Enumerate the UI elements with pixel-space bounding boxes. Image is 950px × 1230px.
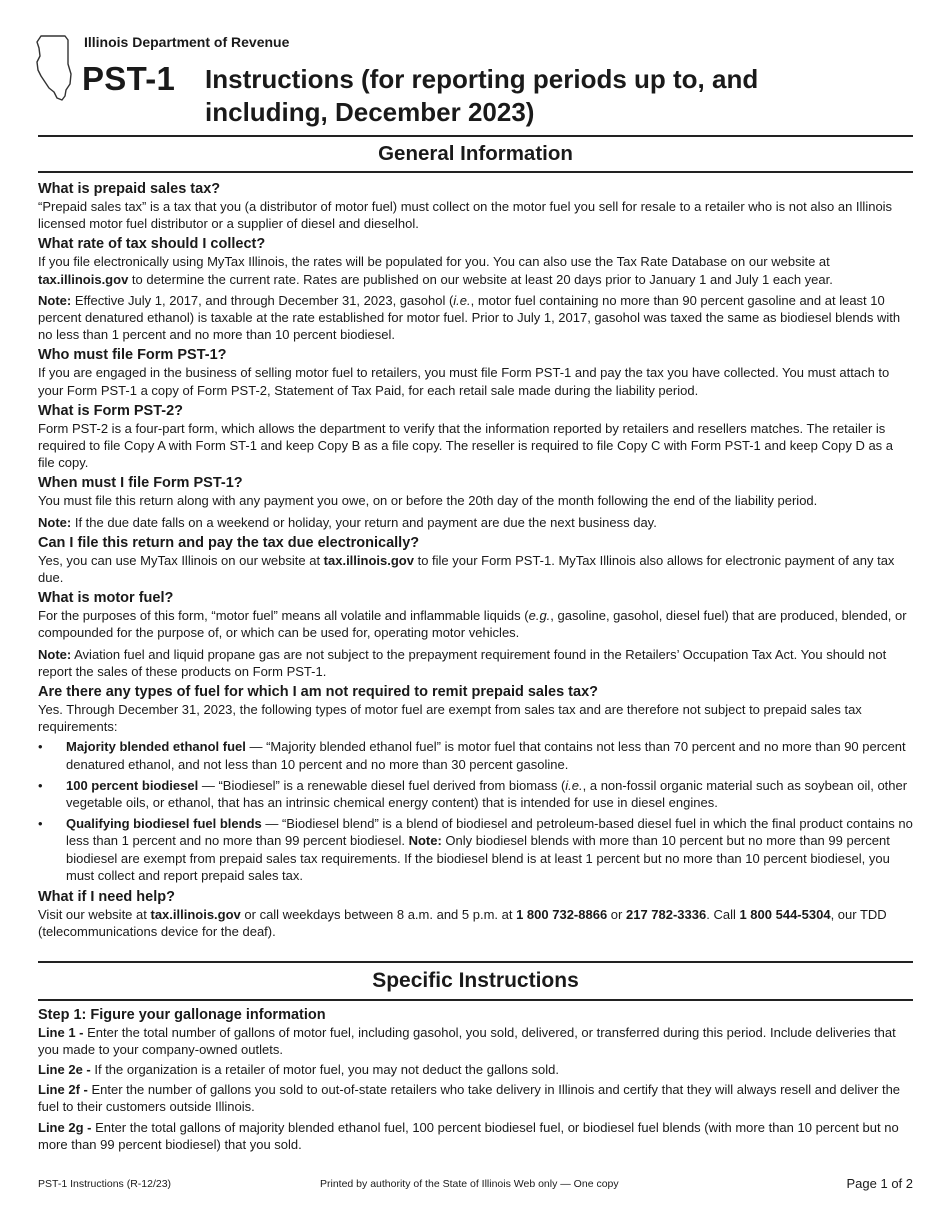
general-information [38, 180, 913, 941]
text-run: i.e. [453, 292, 471, 308]
answer-paragraph: You must file this return along with any payment you owe, on or before the 20th day of the month following the end of the liability period. [38, 493, 818, 509]
note-label: Note: [38, 292, 72, 308]
bullet-icon: • [38, 777, 43, 793]
text-run: For the purposes of this form, “motor fuel” means all volatile and inflammable liquids ( [38, 608, 529, 624]
answer-paragraph [38, 552, 913, 586]
specific-instructions [38, 1006, 913, 1153]
text-run: i.e. [565, 777, 583, 793]
text-run: to file your Form PST-1. MyTax Illinois also allows for electronic payment of any tax due. [38, 552, 895, 586]
list-item-label: Qualifying biodiesel fuel blends [66, 816, 262, 832]
form-revision: PST-1 Instructions (R-12/23) [38, 1178, 172, 1190]
question-heading: Are there any types of fuel for which I am not required to remit prepaid sales tax? [38, 684, 598, 701]
question-heading: What rate of tax should I collect? [38, 236, 266, 253]
answer-paragraph [38, 906, 913, 940]
illinois-state-outline-icon [35, 34, 75, 102]
text-run: If the organization is a retailer of motor fuel, you may not deduct the gallons sold. [90, 1061, 560, 1077]
section-heading-specific: Specific Instructions [38, 961, 913, 1001]
text-run: Yes, you can use MyTax Illinois on our website at [38, 552, 324, 568]
text-run: , gasoline, gasohol, diesel fuel) that are produced, blended, or compounded for the purpose of, or which can be used for, operating motor vehicles. [38, 608, 907, 641]
bullet-icon: • [38, 739, 43, 755]
question-heading: Can I file this return and pay the tax due electronically? [38, 534, 420, 551]
answer-paragraph: Yes. Through December 31, 2023, the following types of motor fuel are exempt from sales tax and are therefore not subject to prepaid sales tax requirements: [38, 702, 862, 735]
text-run: Visit our website at [38, 907, 151, 923]
text-run: — “Biodiesel” is a renewable diesel fuel derived from biomass ( [198, 777, 566, 793]
line-instruction [38, 1061, 913, 1078]
line-label: Line 2f - [38, 1082, 88, 1098]
website-link-text: tax.illinois.gov [150, 907, 241, 923]
section-heading-general: General Information [38, 135, 913, 173]
list-item-label: Majority blended ethanol fuel [66, 739, 246, 755]
line-instruction [38, 1081, 913, 1115]
text-run: Only biodiesel blends with more than 10 percent but no more than 99 percent biodiesel are exempt from prepaid sales tax requirements. If the biodiesel blend is at least 1 percent but no more than 10 percent biodiesel, you must collect and report prepaid sales tax. [66, 833, 890, 883]
text-run: — “Majority blended ethanol fuel” is motor fuel that contains not less than 70 percent and no more than 90 percent denatured ethanol, and not less than 10 percent and no more than 30 percent gasoline. [66, 739, 906, 772]
question-heading: What is motor fuel? [38, 590, 174, 607]
document-title: Instructions (for reporting periods up to, and including, December 2023) [205, 64, 759, 127]
document-page [38, 0, 913, 1153]
website-link-text: tax.illinois.gov [323, 552, 414, 568]
printing-authority: Printed by authority of the State of Illinois Web only — One copy [320, 1178, 619, 1190]
phone-number: 1 800 732-8866 [516, 907, 608, 923]
line-label: Line 1 - [38, 1024, 84, 1040]
text-run: If you file electronically using MyTax Illinois, the rates will be populated for you. You can also use the Tax Rate Database on our website at [38, 254, 830, 270]
question-heading: When must I file Form PST-1? [38, 475, 243, 492]
note-label: Note: [408, 833, 442, 849]
text-run: . Call [706, 907, 740, 923]
step-heading: Step 1: Figure your gallonage information [38, 1006, 326, 1023]
answer-paragraph: “Prepaid sales tax” is a tax that you (a distributor of motor fuel) must collect on the motor fuel you sell for resale to a retailer who is not also an Illinois licensed motor fuel distributor or a supplier of diesel and dieselhol. [38, 199, 893, 232]
bullet-icon: • [38, 816, 43, 832]
text-run: to determine the current rate. Rates are published on our website at least 20 days prior to January 1 and July 1 each year. [128, 271, 833, 287]
answer-paragraph [38, 253, 913, 287]
document-header [38, 0, 913, 128]
text-run: — “Biodiesel blend” is a blend of biodiesel and petroleum-based diesel fuel in which the final product contains no less than 1 percent and no more than 99 percent biodiesel. [66, 816, 913, 849]
website-link-text: tax.illinois.gov [38, 271, 129, 287]
line-instruction [38, 1024, 913, 1058]
text-run: or call weekdays between 8 a.m. and 5 p.m. at [240, 907, 517, 923]
note-label: Note: [38, 646, 72, 662]
form-id: PST-1 [82, 60, 176, 97]
note-paragraph [38, 514, 913, 531]
answer-paragraph: Form PST-2 is a four-part form, which allows the department to verify that the information reported by retailers and resellers matches. The retailer is required to file Copy A with Form ST-1 and keep Copy B as a file copy. The reseller is required to file Copy C with Form PST-1 and keep Copy D as a file copy. [38, 420, 894, 471]
answer-paragraph [38, 607, 913, 641]
question-heading: Who must file Form PST-1? [38, 347, 227, 364]
text-run: , our TDD (telecommunications device for the deaf). [38, 907, 887, 940]
text-run: If the due date falls on a weekend or holiday, your return and payment are due the next business day. [71, 514, 657, 530]
tdd-phone-number: 1 800 544-5304 [739, 907, 831, 923]
agency-name: Illinois Department of Revenue [84, 34, 290, 50]
line-label: Line 2g - [38, 1119, 92, 1135]
list-item [38, 777, 913, 811]
text-run: , motor fuel containing no more than 90 percent gasoline and at least 10 percent denatured ethanol) is taxable at the rate established for motor fuel. Prior to July 1, 2017, gasohol was taxed the same as biodiesel blends with no less than 1 percent and no more than 10 percent biodiesel. [38, 292, 901, 343]
text-run: , a non-fossil organic material such as soybean oil, other vegetable oils, or ethanol, that has an intrinsic chemical energy content) that is intended for use in diesel engines. [66, 777, 908, 811]
exempt-fuel-list [38, 738, 913, 884]
text-run: Aviation fuel and liquid propane gas are not subject to the prepayment requirement found in the Retailers’ Occupation Tax Act. You should not report the sales of these products on Form PST-1. [38, 646, 887, 679]
list-item [38, 815, 913, 884]
text-run: or [607, 907, 626, 923]
text-run: Enter the total number of gallons of motor fuel, including gasohol, you sold, delivered, or transferred during this period. Include deliveries that you made to your company-owned outlets. [38, 1024, 896, 1057]
text-run: Effective July 1, 2017, and through December 31, 2023, gasohol ( [71, 292, 454, 308]
phone-number: 217 782-3336 [625, 907, 707, 923]
note-paragraph [38, 646, 913, 680]
list-item [38, 738, 913, 772]
note-paragraph [38, 292, 913, 344]
question-heading: What is Form PST-2? [38, 402, 184, 419]
note-label: Note: [38, 514, 72, 530]
page-number: Page 1 of 2 [846, 1176, 913, 1191]
list-item-label: 100 percent biodiesel [66, 777, 199, 793]
line-label: Line 2e - [38, 1061, 91, 1077]
question-heading: What is prepaid sales tax? [38, 181, 221, 197]
text-run: e.g. [528, 608, 551, 624]
line-instruction [38, 1119, 913, 1153]
answer-paragraph: If you are engaged in the business of selling motor fuel to retailers, you must file Form PST-1 and pay the tax you have collected. You must attach to your Form PST-1 a copy of Form PST-2, Statement of Tax Paid, for each retail sale made during the liability period. [38, 365, 890, 398]
question-heading: What if I need help? [38, 889, 175, 906]
text-run: Enter the number of gallons you sold to out-of-state retailers who take delivery in Illinois and certify that they will always resell and deliver the fuel to their customers outside Illinois. [38, 1082, 901, 1115]
text-run: Enter the total gallons of majority blended ethanol fuel, 100 percent biodiesel fuel, or biodiesel fuel blends (with more than 10 percent but no more than 99 percent biodiesel) that you sold. [38, 1119, 899, 1152]
